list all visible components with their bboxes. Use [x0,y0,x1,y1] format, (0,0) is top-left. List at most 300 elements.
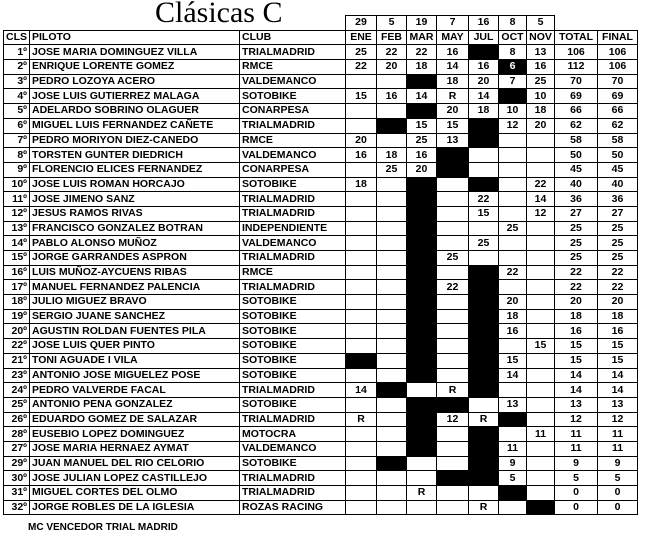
rider-name-cell: ANTONIO JOSE MIGUELEZ POSE [30,368,240,383]
round-result-cell: 16 [469,60,499,75]
round-result-cell: 18 [377,148,407,163]
round-result-cell: 22 [346,60,377,75]
round-result-cell [377,265,407,280]
rider-name-cell: EUSEBIO LOPEZ DOMINGUEZ [30,427,240,442]
round-result-cell [407,412,437,427]
club-cell: VALDEMANCO [240,148,346,163]
round-result-cell: 22 [437,280,469,295]
rider-name-cell: MANUEL FERNANDEZ PALENCIA [30,280,240,295]
round-result-cell [437,368,469,383]
column-header: MAR [407,30,437,45]
round-result-cell [469,221,499,236]
position-cell: 26º [4,412,30,427]
rider-name-cell: FRANCISCO GONZALEZ BOTRAN [30,221,240,236]
column-header: TOTAL [555,30,598,45]
rider-name-cell: JESUS RAMOS RIVAS [30,206,240,221]
club-cell: TRIALMADRID [240,206,346,221]
round-result-cell [469,118,499,133]
round-result-cell [469,456,499,471]
table-row [4,74,638,89]
round-result-cell [527,456,555,471]
final-cell: 25 [598,236,638,251]
round-result-cell [407,339,437,354]
rider-name-cell: JULIO MIGUEZ BRAVO [30,295,240,310]
club-cell: TRIALMADRID [240,486,346,501]
rider-name-cell: MIGUEL LUIS FERNANDEZ CAÑETE [30,118,240,133]
round-result-cell [469,148,499,163]
round-result-cell [469,471,499,486]
round-result-cell [499,89,527,104]
round-result-cell [346,324,377,339]
round-result-cell: 14 [346,383,377,398]
round-result-cell [437,471,469,486]
round-result-cell [377,309,407,324]
round-result-cell: 13 [437,133,469,148]
round-result-cell [527,471,555,486]
round-result-cell [499,383,527,398]
column-header: ENE [346,30,377,45]
round-result-cell: 14 [437,60,469,75]
round-result-cell [469,265,499,280]
round-result-cell: 20 [346,133,377,148]
rider-name-cell: ADELARDO SOBRINO OLAGUER [30,104,240,119]
round-result-cell [377,471,407,486]
club-cell: INDEPENDIENTE [240,221,346,236]
round-result-cell: 15 [469,206,499,221]
round-result-cell [377,427,407,442]
round-result-cell: 10 [499,104,527,119]
total-cell: 22 [555,265,598,280]
round-number-row [4,16,638,31]
round-result-cell [377,206,407,221]
round-result-cell: 16 [437,45,469,60]
round-result-cell: 25 [346,45,377,60]
total-cell: 25 [555,236,598,251]
club-cell: TRIALMADRID [240,251,346,266]
position-cell: 29º [4,456,30,471]
total-cell: 0 [555,500,598,515]
round-result-cell [499,412,527,427]
final-cell: 11 [598,427,638,442]
round-result-cell [437,221,469,236]
page-title: Clásicas C [155,0,283,29]
round-result-cell [527,148,555,163]
total-cell: 20 [555,295,598,310]
position-cell: 12º [4,206,30,221]
round-result-cell [437,236,469,251]
club-cell: TRIALMADRID [240,280,346,295]
round-result-cell: R [437,89,469,104]
table-row [4,148,638,163]
column-header: FINAL [598,30,638,45]
round-result-cell [346,427,377,442]
total-cell: 15 [555,339,598,354]
round-result-cell [377,486,407,501]
round-result-cell [499,427,527,442]
rider-name-cell: ENRIQUE LORENTE GOMEZ [30,60,240,75]
position-cell: 20º [4,324,30,339]
column-header: NOV [527,30,555,45]
table-row [4,251,638,266]
rider-name-cell: LUIS MUÑOZ-AYCUENS RIBAS [30,265,240,280]
position-cell: 6º [4,118,30,133]
rider-name-cell: JORGE GARRANDES ASPRON [30,251,240,266]
round-result-cell [346,236,377,251]
round-result-cell [346,280,377,295]
total-cell: 11 [555,441,598,456]
club-cell: SOTOBIKE [240,295,346,310]
total-cell: 9 [555,456,598,471]
position-cell: 23º [4,368,30,383]
round-result-cell [407,177,437,192]
round-result-cell [377,192,407,207]
position-cell: 17º [4,280,30,295]
header-row [4,30,638,45]
table-row [4,368,638,383]
club-cell: TRIALMADRID [240,412,346,427]
club-cell: VALDEMANCO [240,236,346,251]
round-result-cell: 12 [499,118,527,133]
round-result-cell: 7 [499,74,527,89]
round-result-cell: 16 [499,324,527,339]
round-result-cell [469,427,499,442]
round-result-cell [407,324,437,339]
round-result-cell: R [407,486,437,501]
position-cell: 13º [4,221,30,236]
position-cell: 1º [4,45,30,60]
round-result-cell [407,427,437,442]
total-cell: 66 [555,104,598,119]
position-cell: 4º [4,89,30,104]
round-result-cell: 15 [407,118,437,133]
final-cell: 50 [598,148,638,163]
round-result-cell [437,295,469,310]
rider-name-cell: JOSE LUIS QUER PINTO [30,339,240,354]
round-result-cell [437,148,469,163]
round-result-cell: 22 [407,45,437,60]
round-result-cell [499,251,527,266]
final-cell: 58 [598,133,638,148]
rider-name-cell: JOSE MARIA DOMINGUEZ VILLA [30,45,240,60]
spacer-cell [598,16,638,31]
round-result-cell: 15 [499,353,527,368]
round-result-cell [346,471,377,486]
table-row [4,60,638,75]
final-cell: 69 [598,89,638,104]
round-result-cell [499,339,527,354]
club-cell: SOTOBIKE [240,368,346,383]
club-cell: ROZAS RACING [240,500,346,515]
round-result-cell [527,500,555,515]
round-result-cell [437,427,469,442]
round-result-cell [527,441,555,456]
round-result-cell [346,500,377,515]
round-result-cell: 25 [377,162,407,177]
club-cell: SOTOBIKE [240,324,346,339]
rider-name-cell: PEDRO MORIYON DIEZ-CANEDO [30,133,240,148]
club-cell: TRIALMADRID [240,192,346,207]
round-result-cell [346,206,377,221]
round-result-cell [437,309,469,324]
standings-body [4,16,638,515]
rider-name-cell: FLORENCIO ELICES FERNANDEZ [30,162,240,177]
round-result-cell: 20 [377,60,407,75]
position-cell: 8º [4,148,30,163]
total-cell: 40 [555,177,598,192]
round-result-cell [377,295,407,310]
round-number: 7 [437,16,469,31]
total-cell: 45 [555,162,598,177]
final-cell: 40 [598,177,638,192]
round-result-cell [527,221,555,236]
round-result-cell [407,104,437,119]
round-result-cell [407,221,437,236]
rider-name-cell: ANTONIO PENA GONZALEZ [30,397,240,412]
table-row [4,192,638,207]
position-cell: 24º [4,383,30,398]
position-cell: 22º [4,339,30,354]
final-cell: 0 [598,500,638,515]
total-cell: 25 [555,251,598,266]
rider-name-cell: JUAN MANUEL DEL RIO CELORIO [30,456,240,471]
round-result-cell: 14 [469,89,499,104]
round-result-cell [469,486,499,501]
round-result-cell: 20 [437,104,469,119]
round-result-cell [527,383,555,398]
total-cell: 11 [555,427,598,442]
spacer-cell [240,16,346,31]
club-cell: RMCE [240,60,346,75]
round-result-cell [407,353,437,368]
round-result-cell: 22 [469,192,499,207]
round-result-cell [527,133,555,148]
standings-table [3,15,638,515]
column-header: CLS [4,30,30,45]
round-result-cell [527,162,555,177]
round-result-cell: 15 [527,339,555,354]
final-cell: 25 [598,251,638,266]
table-row [4,162,638,177]
round-result-cell: 6 [499,60,527,75]
round-result-cell [527,397,555,412]
round-result-cell [407,192,437,207]
rider-name-cell: TORSTEN GUNTER DIEDRICH [30,148,240,163]
round-result-cell: 25 [437,251,469,266]
round-result-cell [469,353,499,368]
round-result-cell: 18 [437,74,469,89]
final-cell: 9 [598,456,638,471]
round-result-cell: 12 [437,412,469,427]
final-cell: 45 [598,162,638,177]
round-result-cell [377,324,407,339]
column-header: CLUB [240,30,346,45]
table-row [4,353,638,368]
table-row [4,221,638,236]
round-result-cell [527,251,555,266]
round-result-cell [527,265,555,280]
round-result-cell: 16 [377,89,407,104]
round-result-cell [437,162,469,177]
club-cell: CONARPESA [240,104,346,119]
round-result-cell [377,251,407,266]
table-row [4,427,638,442]
round-result-cell [377,280,407,295]
final-cell: 27 [598,206,638,221]
column-header: OCT [499,30,527,45]
final-cell: 20 [598,295,638,310]
round-result-cell [346,221,377,236]
club-cell: TRIALMADRID [240,45,346,60]
rider-name-cell: EDUARDO GOMEZ DE SALAZAR [30,412,240,427]
round-result-cell [377,353,407,368]
round-result-cell: 18 [346,177,377,192]
club-cell: TRIALMADRID [240,471,346,486]
club-cell: SOTOBIKE [240,177,346,192]
final-cell: 106 [598,45,638,60]
club-cell: MOTOCRA [240,427,346,442]
round-result-cell [437,397,469,412]
round-result-cell [346,353,377,368]
final-cell: 0 [598,486,638,501]
final-cell: 25 [598,221,638,236]
rider-name-cell: MIGUEL CORTES DEL OLMO [30,486,240,501]
round-result-cell [437,206,469,221]
final-cell: 22 [598,265,638,280]
column-header: PILOTO [30,30,240,45]
round-result-cell: R [469,412,499,427]
club-cell: SOTOBIKE [240,339,346,354]
position-cell: 14º [4,236,30,251]
spacer-cell [4,16,30,31]
round-result-cell [499,162,527,177]
round-result-cell [407,397,437,412]
total-cell: 22 [555,280,598,295]
round-result-cell [499,500,527,515]
position-cell: 32º [4,500,30,515]
table-row [4,324,638,339]
round-result-cell: 12 [527,206,555,221]
round-result-cell [407,74,437,89]
table-row [4,104,638,119]
table-row [4,45,638,60]
round-result-cell: 5 [499,471,527,486]
total-cell: 5 [555,471,598,486]
table-row [4,397,638,412]
total-cell: 69 [555,89,598,104]
rider-name-cell: JOSE JULIAN LOPEZ CASTILLEJO [30,471,240,486]
total-cell: 18 [555,309,598,324]
round-result-cell: 13 [499,397,527,412]
round-result-cell [346,162,377,177]
total-cell: 58 [555,133,598,148]
round-result-cell [527,486,555,501]
round-result-cell [407,368,437,383]
round-result-cell [407,280,437,295]
table-row [4,471,638,486]
round-result-cell [407,265,437,280]
round-result-cell [346,104,377,119]
rider-name-cell: AGUSTIN ROLDAN FUENTES PILA [30,324,240,339]
round-result-cell [377,368,407,383]
round-result-cell [527,236,555,251]
round-result-cell: 18 [499,309,527,324]
round-result-cell: 22 [527,177,555,192]
table-row [4,206,638,221]
round-result-cell: 11 [527,427,555,442]
round-result-cell: 20 [499,295,527,310]
round-result-cell [377,383,407,398]
round-result-cell [527,324,555,339]
final-cell: 14 [598,383,638,398]
round-result-cell [499,206,527,221]
round-result-cell [469,441,499,456]
round-result-cell: 18 [527,104,555,119]
round-result-cell [346,251,377,266]
table-row [4,456,638,471]
round-result-cell [469,133,499,148]
round-result-cell [346,192,377,207]
round-result-cell: 20 [527,118,555,133]
rider-name-cell: JOSE MARIA HERNAEZ AYMAT [30,441,240,456]
round-result-cell: 9 [499,456,527,471]
rider-name-cell: SERGIO JUANE SANCHEZ [30,309,240,324]
position-cell: 19º [4,309,30,324]
round-result-cell [346,74,377,89]
club-cell: RMCE [240,133,346,148]
round-number: 19 [407,16,437,31]
position-cell: 3º [4,74,30,89]
round-number: 8 [499,16,527,31]
position-cell: 18º [4,295,30,310]
club-cell: SOTOBIKE [240,397,346,412]
final-cell: 11 [598,441,638,456]
position-cell: 11º [4,192,30,207]
round-result-cell: 18 [407,60,437,75]
round-result-cell: 16 [346,148,377,163]
total-cell: 27 [555,206,598,221]
table-row [4,89,638,104]
round-number: 29 [346,16,377,31]
round-result-cell [527,309,555,324]
round-result-cell [437,441,469,456]
round-result-cell [469,280,499,295]
round-result-cell [407,500,437,515]
round-result-cell [469,295,499,310]
table-row [4,133,638,148]
round-result-cell [346,339,377,354]
round-result-cell [437,192,469,207]
round-result-cell [437,177,469,192]
round-result-cell [407,206,437,221]
table-row [4,412,638,427]
position-cell: 28º [4,427,30,442]
total-cell: 16 [555,324,598,339]
position-cell: 30º [4,471,30,486]
column-header: JUL [469,30,499,45]
round-result-cell: R [469,500,499,515]
round-result-cell [377,500,407,515]
total-cell: 25 [555,221,598,236]
round-result-cell [407,309,437,324]
final-cell: 106 [598,60,638,75]
position-cell: 5º [4,104,30,119]
round-number: 16 [469,16,499,31]
round-result-cell: 25 [527,74,555,89]
position-cell: 31º [4,486,30,501]
round-result-cell [377,221,407,236]
round-result-cell [527,368,555,383]
final-cell: 12 [598,412,638,427]
